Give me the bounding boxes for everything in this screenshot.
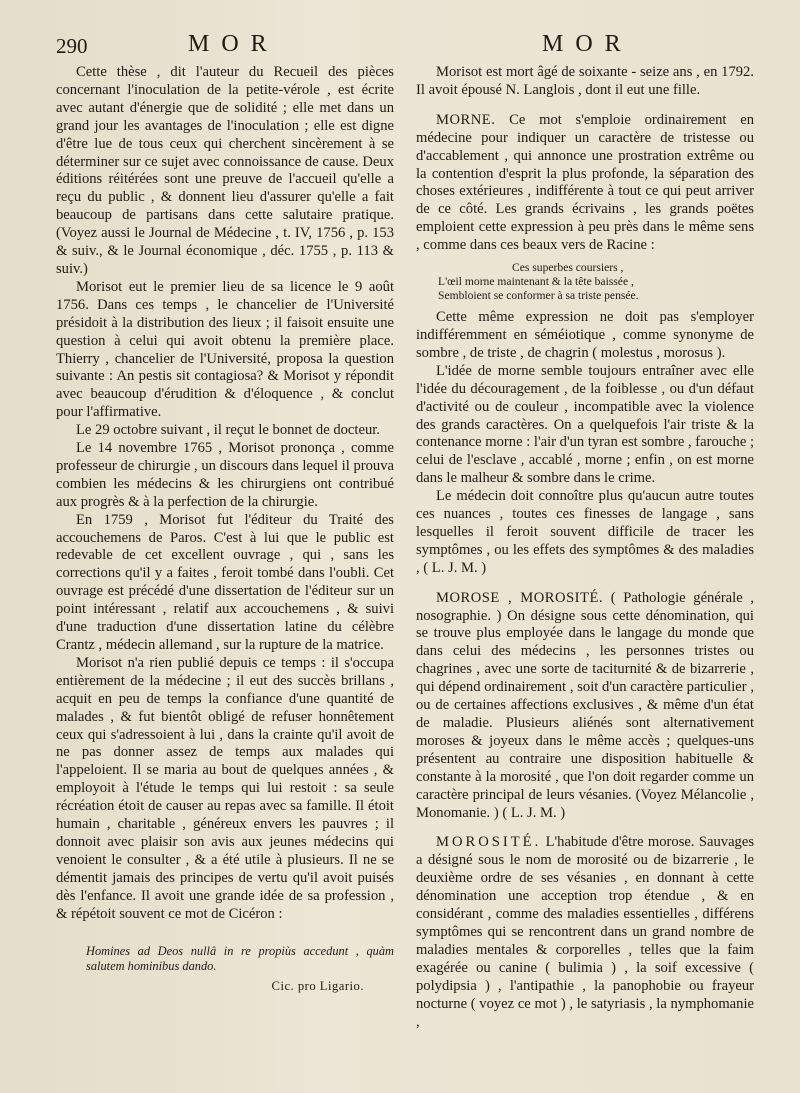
right-column bbox=[416, 64, 754, 1031]
paragraph: Cette même expression ne doit pas s'employer indifféremment en séméiotique , comme synonyme de sombre , de triste , de chagrin ( molestus , morosus ). bbox=[416, 309, 754, 361]
paragraph: Le 14 novembre 1765 , Morisot prononça , comme professeur de chirurgie , un discours dans lequel il prouva combien les médecins & les chirurgiens ont contribué aux progrès & à la perfection de la chirurgie. bbox=[56, 440, 394, 510]
paragraph: Le médecin doit connoître plus qu'aucun autre toutes ces nuances , toutes ces finesses de langage , sans lesquelles il feroit souvent difficile de tracer les symptômes , ou les effets des symptômes & des maladies , ( L. J. M. ) bbox=[416, 488, 754, 576]
verse-line: Sembloient se conformer à sa triste pensée. bbox=[438, 289, 639, 303]
paragraph: Morisot n'a rien publié depuis ce temps : il s'occupa entièrement de la médecine ; il eut des succès brillans , acquit en peu de temps la confiance d'une quantité de malades , & fut bientôt obligé de refuser honnêtement ceux qui s'adressoient à lui , dans la crainte qu'il avoit de ne pas donner assez de temps aux malades qui l'appeloient. Il se maria au bout de quelques années , & employoit à l'étude le temps qui lui restoit : sa seule récréation étoit de causer au repas avec sa famille. Il étoit humain , charitable , généreux envers les pauvres ; il donnoit avec plaisir son avis aux jeunes médecins qui venoient le consulter , & a été utile à plusieurs. Il ne se démentit jamais des principes de vertu qu'il avoit puisés dès l'enfance. Il avoit une grande idée de sa profession , & répétoit souvent ce mot de Cicéron : bbox=[56, 654, 394, 922]
paragraph: Le 29 octobre suivant , il reçut le bonnet de docteur. bbox=[76, 422, 380, 439]
entry-morne bbox=[416, 112, 754, 255]
verse-quote bbox=[416, 261, 754, 303]
left-column bbox=[56, 64, 394, 995]
running-head-right: MOR bbox=[542, 31, 633, 57]
entry-morosite bbox=[416, 834, 754, 1031]
paragraph: En 1759 , Morisot fut l'éditeur du Traité des accouchemens de Paros. C'est à lui que le public est redevable de cet excellent ouvrage , qui , sans les corrections qu'il y a faites , feroit tombé dans l'oubli. Cet ouvrage est précédé d'une dissertation de l'éditeur sur un point intéressant , relatif aux accouchemens , & suivi d'une traduction d'une dissertation latine du célèbre Crantz , médecin allemand , sur la rupture de la matrice. bbox=[56, 511, 394, 653]
latin-quote: Homines ad Deos nullâ in re propiùs accedunt , quàm salutem hominibus dando. bbox=[86, 943, 394, 973]
entry-text: L'habitude d'être morose. Sauvages a désigné sous le nom de morosité ou de bizarrerie , le deuxième ordre de ses vésanies , en donnant à cette dénomination une acception trop étendue , & en considérant , comme des maladies essentielles , différens symptômes qui se rencontrent dans un grand nombre de maladies mentales & corporelles , telles que la faim exagérée ou canine ( bulimia ) , la soif excessive ( polydipsia ) , l'antipathie , la panophobie ou frayeur nocturne ( voyez ce mot ) , le satyriasis , la nymphomanie , bbox=[416, 834, 754, 1030]
entry-text: ( Pathologie générale , nosographie. ) On désigne sous cette dénomination, qui se trouve plus employée dans le langage du monde que dans celui des médecins , les personnes tristes ou chagrines , avec une sorte de taciturnité & de bizarrerie , qui dépend ordinairement , soit d'un caractère particulier , ou de certaines affections exclusives , & même d'un état de maladie. Plusieurs aliénés sont alternativement moroses & joyeux dans le même accès ; quelques-uns présentent au contraire une disposition habituelle & constante à la morosité , que l'on doit regarder comme un caractère principal de leurs vésanies. (Voyez Mélancolie , Monomanie. ) ( L. J. M. ) bbox=[416, 589, 754, 821]
entry-heading-morne: MORNE. bbox=[436, 111, 496, 128]
verse-line: Ces superbes coursiers , bbox=[512, 261, 624, 275]
entry-morose bbox=[416, 590, 754, 823]
quote-source: Cic. pro Ligario. bbox=[271, 978, 364, 993]
page-number: 290 bbox=[56, 34, 88, 58]
running-head-left: MOR bbox=[188, 31, 279, 57]
entry-text: Ce mot s'emploie ordinairement en médecine pour indiquer un caractère de tristesse ou d'accablement , qui annonce une prostration extrême ou la contention d'esprit la plus profonde, la séparation des choses extérieures , indifférente à tout ce qui peut arriver de ce côté. Les grands écrivains , les grands poëtes emploient cette expression à peu près dans le même sens , comme dans ces beaux vers de Racine : bbox=[416, 111, 754, 254]
paragraph: Cette thèse , dit l'auteur du Recueil des pièces concernant l'inoculation de la petite-vérole , est écrite avec autant d'énergie que de solidité ; elle met dans un grand jour les avantages de l'inoculation ; elle est digne d'être lue de tous ceux qui cherchent sincèrement à se déterminer sur ce sujet avec connoissance de cause. Deux éditions réitérées sont une preuve de l'accueil qu'elle a reçu du public , & donnent lieu d'assurer qu'elle a fait beaucoup de partisans dans cette salutaire pratique. (Voyez aussi le Journal de Médecine , t. IV, 1756 , p. 153 & suiv., & le Journal économique , déc. 1755 , p. 113 & suiv.) bbox=[56, 64, 394, 277]
paragraph: Morisot est mort âgé de soixante - seize ans , en 1792. Il avoit épousé N. Langlois , dont il eut une fille. bbox=[416, 64, 754, 98]
paragraph: Morisot eut le premier lieu de sa licence le 9 août 1756. Dans ces temps , le chancelier de l'Université présidoit à la distribution des lieux ; il faisoit ensuite une question à celui qui avoit obtenu la première place. Thierry , chancelier de l'Université, proposa la question suivante : An pestis sit contagiosa? & Morisot y répondit avec beaucoup d'érudition & d'éloquence , & conclut pour l'affirmative. bbox=[56, 278, 394, 421]
entry-heading-morosite: MOROSITÉ. bbox=[436, 834, 542, 851]
verse-line: L'œil morne maintenant & la tête baissée , bbox=[438, 275, 634, 289]
entry-heading-morose: MOROSE , MOROSITÉ. bbox=[436, 589, 604, 606]
paragraph: L'idée de morne semble toujours entraîner avec elle l'idée du découragement , de la foiblesse , ou d'un défaut d'activité ou de couleur , incompatible avec la violence des grands caractères. On a quelquefois l'air triste & la contenance morne : l'air d'un tyran est sombre , farouche ; celui de l'esclave , accablé , morne ; enfin , on est morne dans le malheur & sombre dans le crime. bbox=[416, 362, 754, 487]
